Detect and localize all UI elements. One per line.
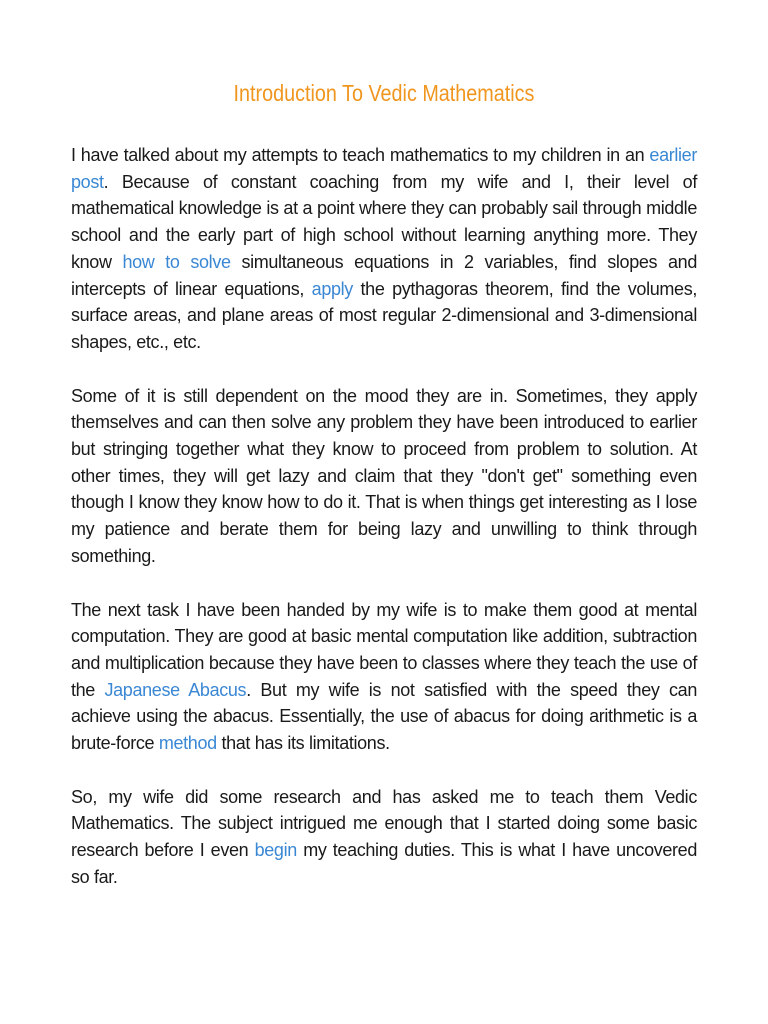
paragraph-text: Some of it is still dependent on the mood they are in. Sometimes, they apply themselves and can then solve any problem they have been introduced to earlier but stringing together what they know to proceed from problem to solution. At other times, they will get lazy and claim that they "don't get" something even though I know they know how to do it. That is when things get interesting as I lose my patience and berate them for being lazy and unwilling to think through something. [71,385,697,566]
page-title: Introduction To Vedic Mathematics [233,80,535,106]
paragraph-3 [71,597,697,757]
paragraph-2 [71,383,697,570]
paragraph-text: my teaching duties. This is what I have uncovered so far. [71,840,698,887]
paragraph-text: I have talked about my attempts to teach mathematics to my children in an [71,145,650,165]
begin-link[interactable]: begin [254,840,297,861]
paragraph-text: that has its limitations. [216,733,390,754]
paragraph-1 [71,142,697,356]
paragraph-text: . But my wife is not satisfied with the speed they can achieve using the abacus. Essentially, the use of abacus for doing arithmetic is a brute-force [71,679,697,754]
apply-link[interactable]: apply [311,278,353,299]
japanese-abacus-link[interactable]: Japanese Abacus [104,679,247,700]
how-to-solve-link[interactable]: how to solve [122,251,231,272]
paragraph-4 [71,784,697,891]
document-page [71,76,697,918]
paragraph-text: . Because of constant coaching from my wife and I, their level of mathematical knowledge is at a point where they can probably sail through middle school and the early part of high school without learning anything more. They know [71,171,697,272]
paragraph-text: The next task I have been handed by my wife is to make them good at mental computation. They are good at basic mental computation like addition, subtraction and multiplication because they have been to classes where they teach the use of the [71,599,697,700]
paragraph-text: the pythagoras theorem, find the volumes, surface areas, and plane areas of most regular 2-dimensional and 3-dimensional shapes, etc., etc. [71,278,697,352]
paragraph-text: simultaneous equations in 2 variables, find slopes and intercepts of linear equations, [71,251,697,299]
method-link[interactable]: method [158,733,217,754]
earlier-post-link[interactable]: earlier post [71,145,697,192]
paragraph-text: So, my wife did some research and has asked me to teach them Vedic Mathematics. The subject intrigued me enough that I started doing some basic research before I even [71,786,697,861]
